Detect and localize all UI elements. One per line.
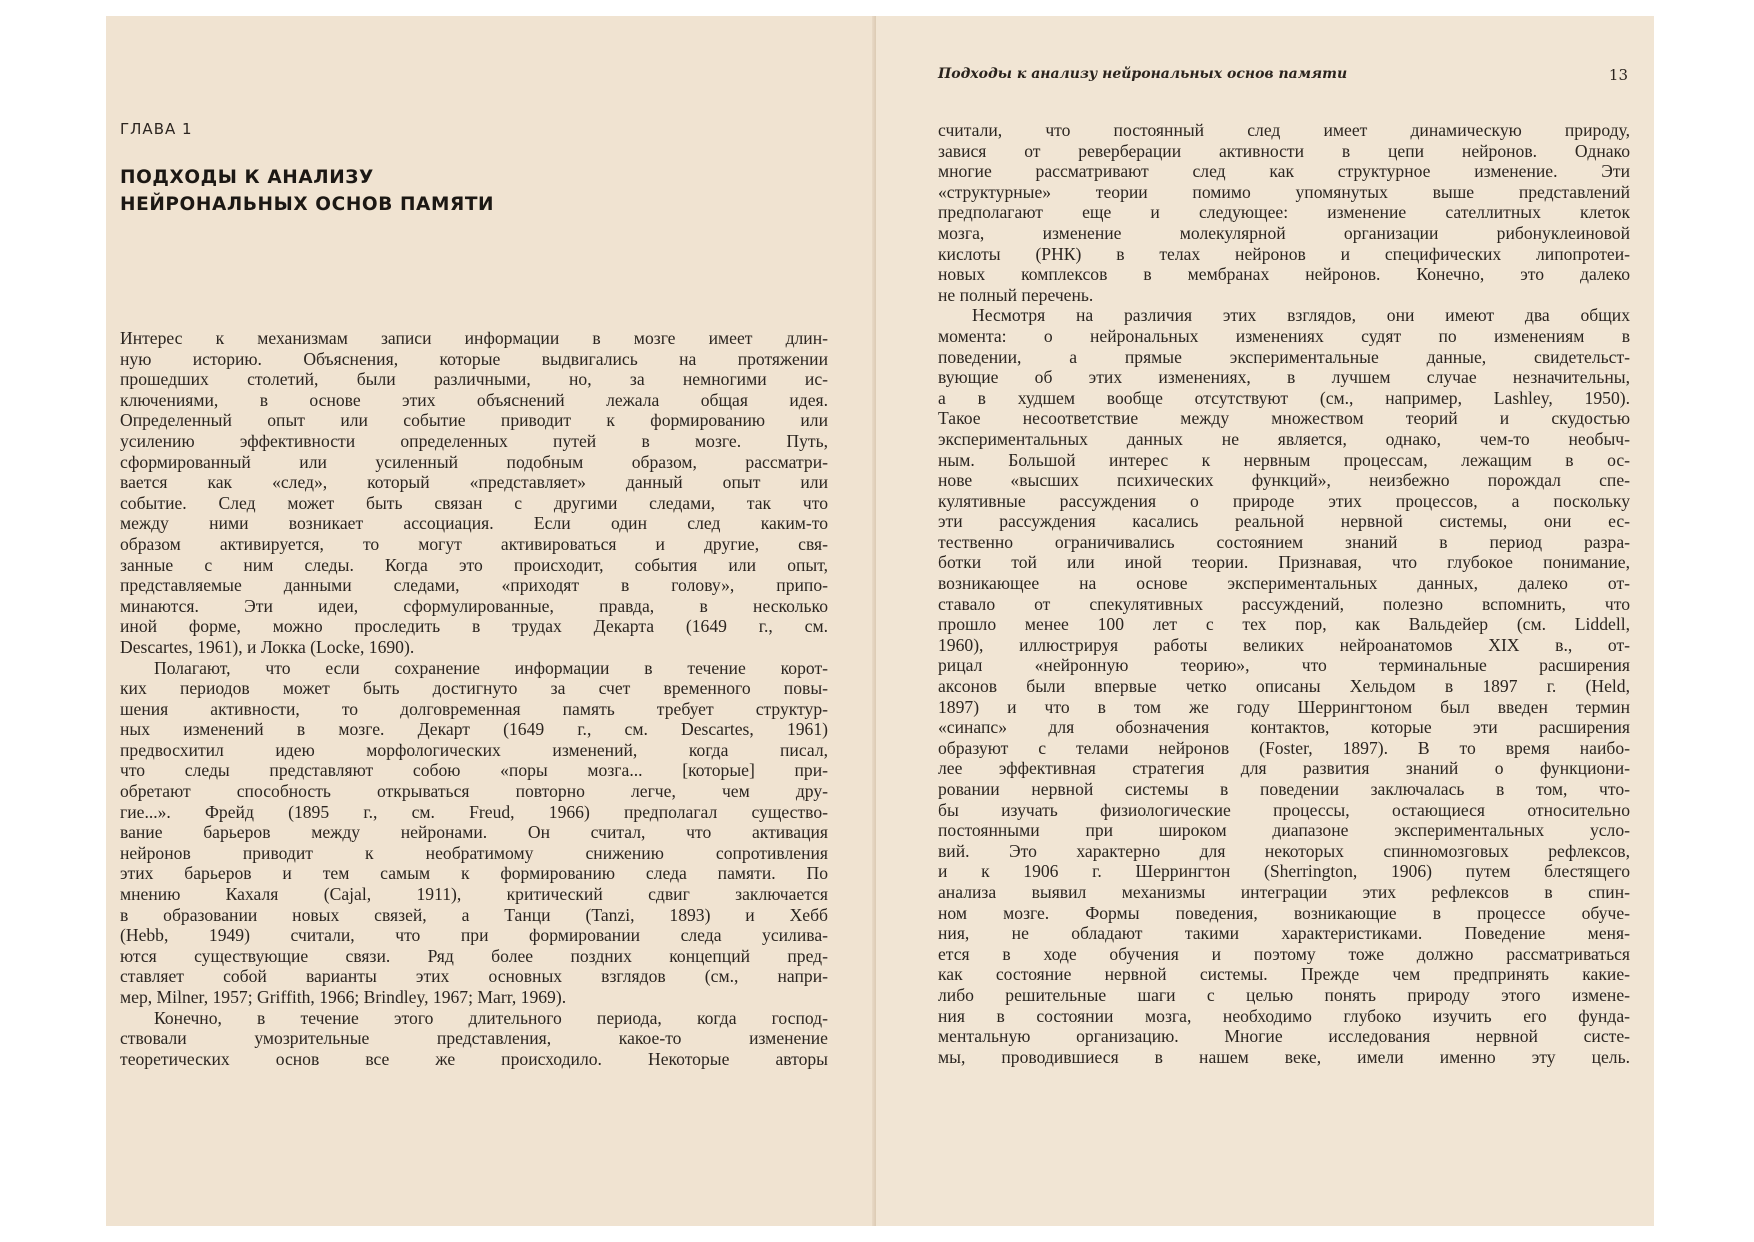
- text-line: иной форме, можно проследить в трудах Декарта (1649 г., см.: [120, 616, 828, 637]
- text-line: ных изменений в мозге. Декарт (1649 г., см. Descartes, 1961): [120, 719, 828, 740]
- text-line: рицал «нейронную теорию», что терминальные расширения: [938, 655, 1630, 676]
- text-line: вий. Это характерно для некоторых спинномозговых рефлексов,: [938, 840, 1630, 861]
- text-line: образуют с телами нейронов (Foster, 1897). В то время наибо-: [938, 737, 1630, 758]
- text-line: как состояние нервной системы. Прежде чем предпринять какие-: [938, 964, 1630, 985]
- text-line: ких периодов может быть достигнуто за счет временного повы-: [120, 678, 828, 699]
- text-line: шения активности, то долговременная память требует структур-: [120, 698, 828, 719]
- chapter-title-line: НЕЙРОНАЛЬНЫХ ОСНОВ ПАМЯТИ: [120, 194, 495, 215]
- chapter-title: [120, 164, 600, 218]
- text-line: (Hebb, 1949) считали, что при формировании следа усилива-: [120, 925, 828, 946]
- text-line: в образовании новых связей, а Танци (Tanzi, 1893) и Хебб: [120, 904, 828, 925]
- text-line: теоретических основ все же происходило. Некоторые авторы: [120, 1048, 828, 1069]
- text-line: Конечно, в течение этого длительного периода, когда господ-: [154, 1007, 828, 1028]
- chapter-label: ГЛАВА 1: [120, 120, 193, 138]
- text-line: предвосхитил идею морфологических изменений, когда писал,: [120, 739, 828, 760]
- text-line: усилению эффективности определенных путей в мозге. Путь,: [120, 430, 828, 451]
- text-line: экспериментальных данных не является, однако, чем-то необыч-: [938, 428, 1630, 449]
- text-line: ном мозге. Формы поведения, возникающие в процессе обуче-: [938, 902, 1630, 923]
- text-line: ным. Большой интерес к нервным процессам, лежащим в ос-: [938, 449, 1630, 470]
- text-line: ключениями, в основе этих объяснений лежала общая идея.: [120, 389, 828, 410]
- text-line: мер, Milner, 1957; Griffith, 1966; Brindley, 1967; Marr, 1969).: [120, 987, 567, 1007]
- text-line: кислоты (РНК) в телах нейронов и специфических липопротеи-: [938, 243, 1630, 264]
- text-line: 1897) и что в том же году Шеррингтоном был введен термин: [938, 696, 1630, 717]
- text-line: Несмотря на различия этих взглядов, они имеют два общих: [972, 305, 1630, 326]
- text-line: ную историю. Объяснения, которые выдвигались на протяжении: [120, 348, 828, 369]
- text-line: Полагают, что если сохранение информации в течение корот-: [154, 657, 828, 678]
- text-line: предполагают еще и следующее: изменение сателлитных клеток: [938, 202, 1630, 223]
- text-line: «структурные» теории помимо упомянутых выше представлений: [938, 181, 1630, 202]
- left-page: [106, 16, 876, 1226]
- text-line: событие. След может быть связан с другими следами, так что: [120, 492, 828, 513]
- text-line: бы изучать физиологические процессы, остающиеся относительно: [938, 799, 1630, 820]
- text-line: и к 1906 г. Шеррингтон (Sherrington, 1906) путем блестящего: [938, 861, 1630, 882]
- text-line: новых комплексов в мембранах нейронов. Конечно, это далеко: [938, 264, 1630, 285]
- text-line: мозга, изменение молекулярной организации рибонуклеиновой: [938, 222, 1630, 243]
- text-line: мы, проводившиеся в нашем веке, имели именно эту цель.: [938, 1046, 1630, 1067]
- text-line: между ними возникает ассоциация. Если один след каким-то: [120, 513, 828, 534]
- text-line: завися от реверберации активности в цепи нейронов. Однако: [938, 140, 1630, 161]
- text-line: вание барьеров между нейронами. Он считал, что активация: [120, 822, 828, 843]
- text-line: анализа выявил механизмы интеграции этих рефлексов в спин-: [938, 881, 1630, 902]
- text-line: тественно ограничивались состоянием знаний в период разра-: [938, 531, 1630, 552]
- text-line: 1960), иллюстрируя работы великих нейроанатомов XIX в., от-: [938, 634, 1630, 655]
- running-title: Подходы к анализу нейрональных основ памяти: [938, 66, 1348, 82]
- text-line: кулятивные рассуждения о природе этих процессов, а поскольку: [938, 490, 1630, 511]
- text-line: а в худшем вообще отсутствуют (см., например, Lashley, 1950).: [938, 387, 1630, 408]
- text-line: Descartes, 1961), и Локка (Locke, 1690).: [120, 636, 415, 657]
- text-line: возникающее на основе экспериментальных данных, далеко от-: [938, 573, 1630, 594]
- text-line: аксонов были впервые четко описаны Хельдом в 1897 г. (Held,: [938, 676, 1630, 697]
- text-line: Такое несоответствие между множеством теорий и скудостью: [938, 408, 1630, 429]
- text-line: нове «высших психических функций», неизбежно порождал спе-: [938, 470, 1630, 491]
- text-line: постоянными при широком диапазоне экспериментальных усло-: [938, 820, 1630, 841]
- left-body-text: [120, 328, 828, 1069]
- text-line: ются существующие связи. Ряд более поздних концепций пред-: [120, 945, 828, 966]
- text-line: представляемые данными следами, «приходят в голову», припо-: [120, 575, 828, 596]
- text-line: ботки той или иной теории. Признавая, что глубокое понимание,: [938, 552, 1630, 573]
- text-line: обретают способность открываться повторно легче, чем дру-: [120, 781, 828, 802]
- text-line: лее эффективная стратегия для развития знаний о функциони-: [938, 758, 1630, 779]
- text-line: ментальную организацию. Многие исследования нервной систе-: [938, 1026, 1630, 1047]
- text-line: этих барьеров и тем самым к формированию следа памяти. По: [120, 863, 828, 884]
- text-line: многие рассматривают след как структурное изменение. Эти: [938, 161, 1630, 182]
- text-line: прошло менее 100 лет с тех пор, как Вальдейер (см. Liddell,: [938, 614, 1630, 635]
- text-line: Интерес к механизмам записи информации в мозге имеет длин-: [120, 328, 828, 348]
- text-line: минаются. Эти идеи, сформулированные, правда, в несколько: [120, 595, 828, 616]
- text-line: прошедших столетий, были различными, но, за немногими ис-: [120, 369, 828, 390]
- text-line: нейронов приводит к необратимому снижению сопротивления: [120, 842, 828, 863]
- text-line: гие...». Фрейд (1895 г., см. Freud, 1966) предполагал существо-: [120, 801, 828, 822]
- text-line: поведении, а прямые экспериментальные данные, свидетельст-: [938, 346, 1630, 367]
- text-line: «синапс» для обозначения контактов, которые эти расширения: [938, 717, 1630, 738]
- text-line: образом активируется, то могут активироваться и другие, свя-: [120, 533, 828, 554]
- text-line: Определенный опыт или событие приводит к формированию или: [120, 410, 828, 431]
- text-line: не полный перечень.: [938, 284, 1094, 305]
- text-line: момента: о нейрональных изменениях судят по изменениям в: [938, 325, 1630, 346]
- text-line: ния в состоянии мозга, необходимо глубоко изучить его фунда-: [938, 1005, 1630, 1026]
- text-line: ставало от спекулятивных рассуждений, полезно вспомнить, что: [938, 593, 1630, 614]
- text-line: вается как «след», который «представляет» данный опыт или: [120, 472, 828, 493]
- right-page: [876, 16, 1654, 1226]
- text-line: ровании нервной системы в поведении заключалась в том, что-: [938, 779, 1630, 799]
- page-number: 13: [1608, 66, 1628, 84]
- text-line: вующие об этих изменениях, в лучшем случае незначительны,: [938, 367, 1630, 388]
- book-spread-scan: [106, 16, 1654, 1226]
- chapter-title-line: ПОДХОДЫ К АНАЛИЗУ: [120, 167, 374, 188]
- running-head: [938, 66, 1628, 92]
- text-line: эти рассуждения касались реальной нервной системы, они ес-: [938, 511, 1630, 532]
- text-line: сформированный или усиленный подобным образом, рассматри-: [120, 451, 828, 472]
- text-line: ется в ходе обучения и поэтому тоже должно рассматриваться: [938, 943, 1630, 964]
- text-line: мнению Кахаля (Cajal, 1911), критический сдвиг заключается: [120, 884, 828, 905]
- text-line: ствовали умозрительные представления, какое-то изменение: [120, 1028, 828, 1049]
- text-line: ния, не обладают такими характеристиками. Поведение меня-: [938, 923, 1630, 944]
- text-line: занные с ним следы. Когда это происходит, события или опыт,: [120, 554, 828, 575]
- text-line: считали, что постоянный след имеет динамическую природу,: [938, 120, 1630, 140]
- text-line: что следы представляют собою «поры мозга... [которые] при-: [120, 760, 828, 781]
- right-body-text: [938, 120, 1630, 1067]
- text-line: либо решительные шаги с целью понять природу этого измене-: [938, 984, 1630, 1005]
- text-line: ставляет собой варианты этих основных взглядов (см., напри-: [120, 966, 828, 987]
